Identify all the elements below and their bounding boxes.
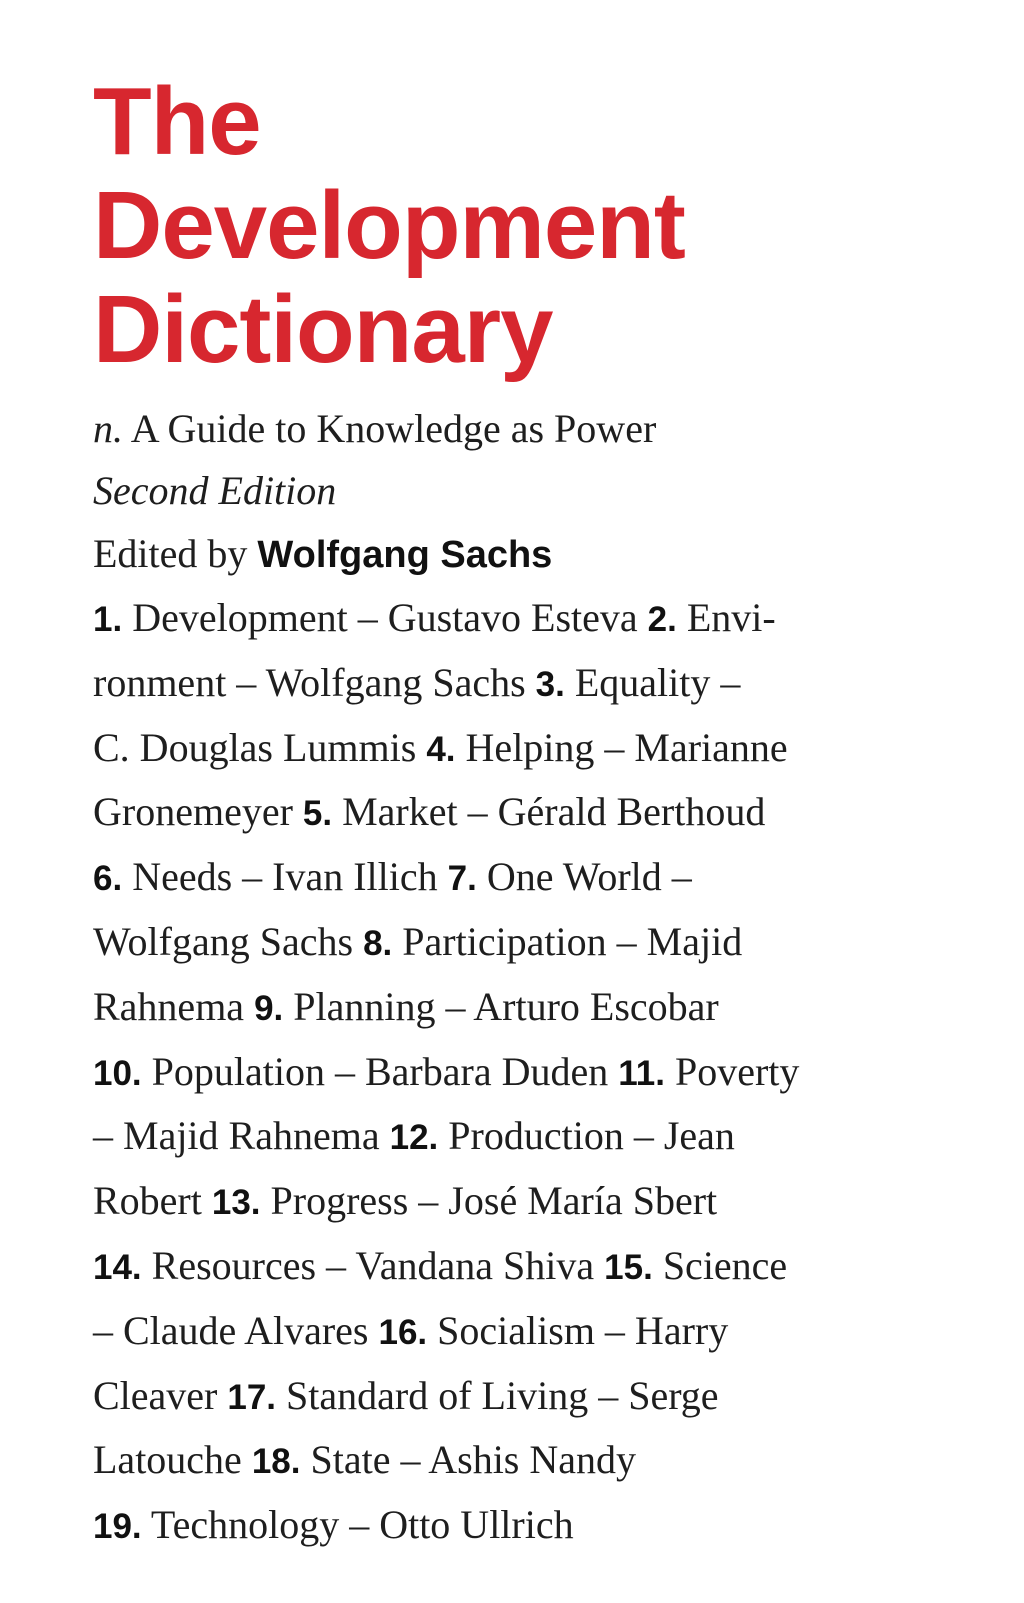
chapter-entry-text: Socialism – Harry: [427, 1307, 729, 1353]
chapter-entry-text: Helping – Marianne: [455, 724, 788, 770]
chapter-entry-text: Science: [652, 1242, 788, 1288]
chapter-entry-text: Population – Barbara Duden: [141, 1048, 619, 1094]
chapter-entry-text: – Majid Rahnema: [93, 1113, 390, 1159]
contents-line: [93, 1170, 973, 1235]
chapter-number: 19.: [93, 1507, 142, 1547]
chapter-number: 1.: [93, 600, 123, 639]
chapter-number: 17.: [227, 1377, 277, 1417]
chapter-entry-text: Participation – Majid: [392, 918, 743, 964]
chapter-number: 5.: [302, 794, 333, 834]
contents-line: [93, 1105, 973, 1170]
contents-line: [93, 1041, 973, 1106]
chapter-number: 8.: [363, 923, 393, 963]
chapter-number: 7.: [447, 859, 477, 899]
contents-line: [93, 717, 973, 782]
editor-credit: [93, 522, 973, 587]
table-of-contents: [93, 587, 973, 1559]
chapter-entry-text: Equality –: [564, 659, 741, 705]
chapter-number: 15.: [604, 1247, 653, 1287]
chapter-entry-text: Market – Gérald Berthoud: [332, 789, 766, 835]
chapter-number: 6.: [93, 859, 123, 899]
chapter-entry-text: C. Douglas Lummis: [93, 724, 427, 770]
chapter-entry-text: Progress – José María Sbert: [260, 1178, 718, 1224]
chapter-number: 11.: [618, 1053, 665, 1093]
contents-line: [93, 1235, 973, 1300]
chapter-number: 4.: [426, 729, 456, 769]
chapter-number: 9.: [254, 988, 284, 1028]
contents-line: [93, 976, 973, 1041]
chapter-entry-text: Development – Gustavo Esteva: [122, 595, 648, 640]
subtitle-abbreviation: n.: [93, 406, 123, 451]
chapter-entry-text: Technology – Otto Ullrich: [141, 1502, 574, 1548]
book-subtitle: [93, 398, 973, 460]
chapter-entry-text: Resources – Vandana Shiva: [141, 1242, 605, 1288]
edition-label: Second Edition: [93, 468, 337, 513]
chapter-entry-text: Wolfgang Sachs: [93, 918, 364, 964]
chapter-entry-text: Robert: [93, 1178, 212, 1224]
contents-line: [93, 587, 973, 652]
subtitle-text: A Guide to Knowledge as Power: [130, 406, 657, 451]
editor-prefix: Edited by: [93, 531, 248, 576]
contents-line: [93, 1494, 973, 1559]
chapter-entry-text: Needs – Ivan Illich: [122, 854, 448, 900]
title-line-2: Development: [93, 172, 685, 279]
chapter-number: 18.: [251, 1442, 301, 1482]
contents-line: [93, 846, 973, 911]
contents-line: [93, 781, 973, 846]
contents-line: [93, 1300, 973, 1365]
chapter-entry-text: Gronemeyer: [93, 789, 303, 835]
chapter-entry-text: – Claude Alvares: [93, 1307, 379, 1353]
chapter-number: 3.: [535, 664, 565, 704]
contents-line: [93, 911, 973, 976]
chapter-number: 2.: [647, 600, 677, 639]
contents-line: [93, 652, 973, 717]
chapter-entry-text: Cleaver: [93, 1372, 228, 1418]
chapter-entry-text: Production – Jean: [438, 1113, 735, 1159]
chapter-entry-text: Planning – Arturo Escobar: [283, 983, 719, 1029]
chapter-number: 14.: [93, 1247, 142, 1287]
chapter-entry-text: State – Ashis Nandy: [300, 1437, 637, 1483]
chapter-entry-text: Standard of Living – Serge: [276, 1372, 719, 1418]
title-line-1: The: [93, 68, 261, 175]
chapter-number: 10.: [93, 1053, 142, 1093]
chapter-number: 16.: [378, 1312, 428, 1352]
chapter-number: 12.: [389, 1118, 439, 1158]
editor-name: Wolfgang Sachs: [257, 534, 553, 576]
chapter-entry-text: ronment – Wolfgang Sachs: [93, 659, 536, 705]
book-cover: [93, 70, 973, 1559]
contents-line: [93, 1365, 973, 1430]
chapter-number: 13.: [211, 1183, 261, 1223]
contents-line: [93, 1429, 973, 1494]
chapter-entry-text: Poverty: [664, 1048, 800, 1094]
chapter-entry-text: Envi-: [676, 595, 776, 640]
chapter-entry-text: One World –: [476, 854, 692, 900]
book-title: [93, 70, 973, 382]
title-line-3: Dictionary: [93, 276, 553, 383]
chapter-entry-text: Latouche: [93, 1437, 252, 1483]
chapter-entry-text: Rahnema: [93, 983, 255, 1029]
